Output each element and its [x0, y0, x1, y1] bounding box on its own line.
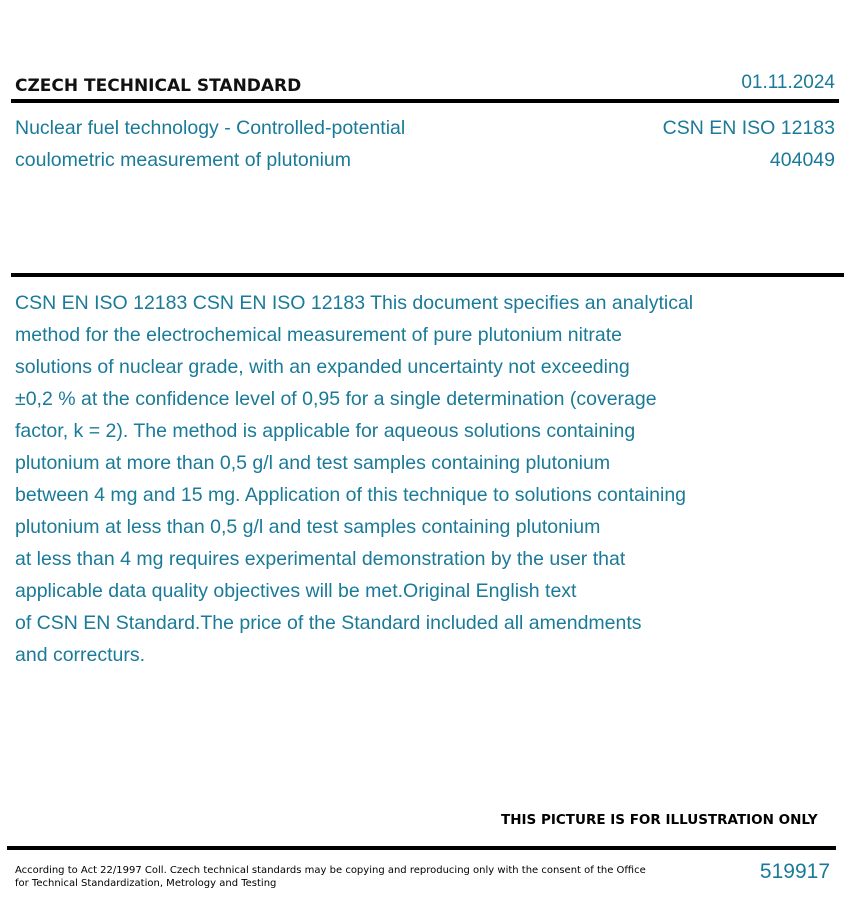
footer-divider — [7, 846, 836, 850]
abstract-line: factor, k = 2). The method is applicable for aqueous solutions containing — [15, 420, 636, 442]
document-abstract — [15, 287, 815, 671]
class-code: 404049 — [769, 149, 835, 171]
abstract-line: solutions of nuclear grade, with an expanded uncertainty not exceeding — [15, 356, 630, 378]
document-title-line-1: Nuclear fuel technology - Controlled-potential — [15, 117, 406, 139]
abstract-line: between 4 mg and 15 mg. Application of this technique to solutions containing — [15, 484, 687, 506]
abstract-line: and correcturs. — [15, 644, 146, 666]
illustration-disclaimer: THIS PICTURE IS FOR ILLUSTRATION ONLY — [501, 812, 818, 828]
abstract-line: ±0,2 % at the confidence level of 0,95 for a single determination (coverage — [15, 388, 657, 410]
abstract-line: CSN EN ISO 12183 CSN EN ISO 12183 This document specifies an analytical — [15, 292, 694, 314]
publication-date: 01.11.2024 — [741, 72, 835, 93]
legal-notice — [15, 864, 646, 890]
standard-number: CSN EN ISO 12183 — [662, 117, 835, 139]
abstract-line: of CSN EN Standard.The price of the Standard included all amendments — [15, 612, 642, 634]
abstract-line: at less than 4 mg requires experimental demonstration by the user that — [15, 548, 626, 570]
abstract-line: plutonium at more than 0,5 g/l and test samples containing plutonium — [15, 452, 611, 474]
abstract-line: applicable data quality objectives will be met.Original English text — [15, 580, 577, 602]
legal-notice-line-1: According to Act 22/1997 Coll. Czech technical standards may be copying and reproducing only with the consent of the Office — [15, 865, 646, 876]
document-title-line-2: coulometric measurement of plutonium — [15, 149, 351, 171]
legal-notice-line-2: for Technical Standardization, Metrology and Testing — [15, 878, 277, 889]
abstract-line: plutonium at less than 0,5 g/l and test samples containing plutonium — [15, 516, 601, 538]
header-divider — [11, 99, 839, 103]
standard-type-label: CZECH TECHNICAL STANDARD — [15, 76, 302, 96]
catalog-number: 519917 — [759, 860, 830, 883]
abstract-line: method for the electrochemical measurement of pure plutonium nitrate — [15, 324, 622, 346]
title-divider — [11, 273, 844, 277]
